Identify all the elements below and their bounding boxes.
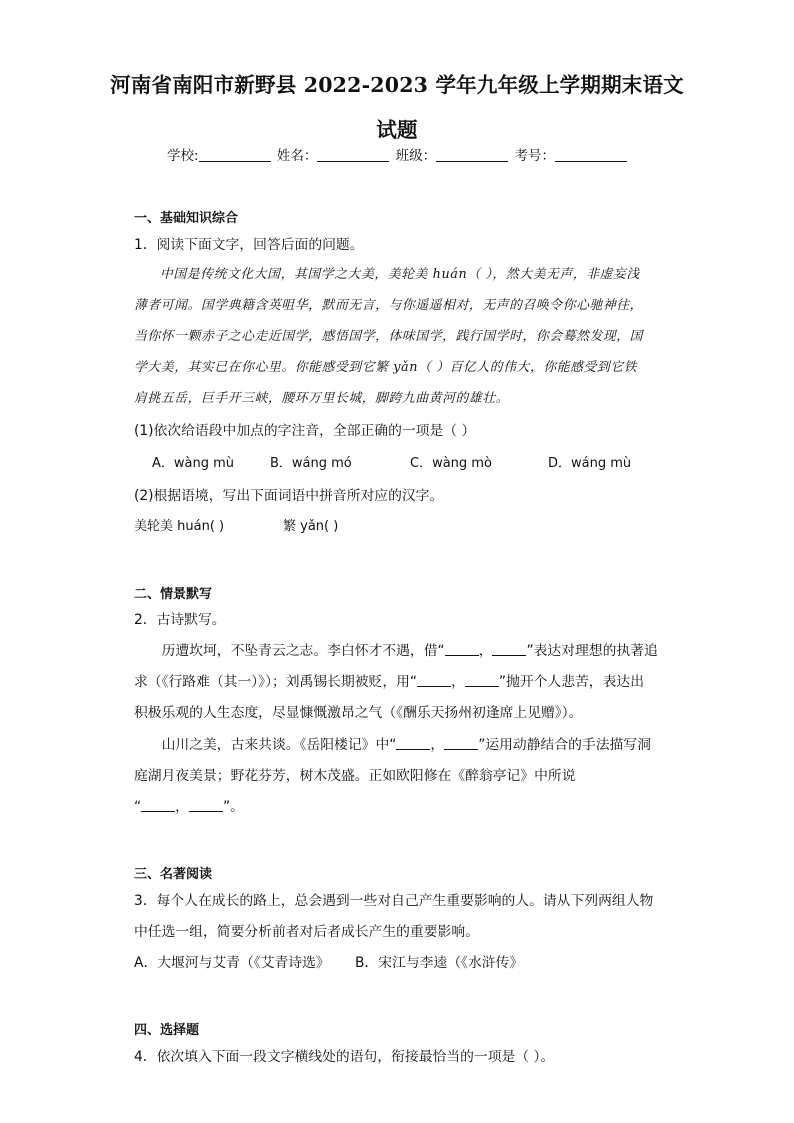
name-field[interactable] (317, 148, 389, 162)
q1-subquestion-2: (2)根据语境，写出下面词语中拼音所对应的汉字。 (134, 488, 444, 504)
q1-fill-huan[interactable]: 美轮美 huán( ) (134, 519, 225, 534)
q1-passage-line: 学大美，其实已在你心里。你能感受到它繁 yǎn（ ）百亿人的伟大，你能感受到它铁 (134, 360, 638, 375)
q3-text-line: 3．每个人在成长的路上，总会遇到一些对自己产生重要影响的人。请从下列两组人物 (134, 893, 654, 909)
answer-blank[interactable] (445, 643, 479, 656)
q1-passage-line: 肩挑五岳，巨手开三峡，腰环万里长城，脚跨九曲黄河的雄壮。 (134, 391, 510, 406)
section-heading-4: 四、选择题 (134, 1023, 200, 1038)
question-2-stem: 2．古诗默写。 (134, 612, 226, 628)
title-line-1: 河南省南阳市新野县 2022-2023 学年九年级上学期期末语文 (110, 73, 684, 97)
q3-option-b[interactable]: B．宋江与李逵（《水浒传》 (355, 955, 524, 971)
answer-blank[interactable] (396, 737, 430, 750)
q3-text-line: 中任选一组，简要分析前者对后者成长产生的重要影响。 (134, 924, 479, 940)
question-4-stem: 4．依次填入下面一段文字横线处的语句，衔接最恰当的一项是（ ）。 (134, 1049, 555, 1065)
q1-fill-yan[interactable]: 繁 yǎn( ) (283, 519, 339, 534)
answer-blank[interactable] (417, 674, 451, 687)
class-label: 班级： (395, 148, 437, 164)
section-heading-2: 二、情景默写 (134, 587, 213, 602)
answer-blank[interactable] (141, 799, 175, 812)
q1-option-a[interactable]: A．wàng mù (152, 456, 235, 471)
q1-passage-line: 中国是传统文化大国，其国学之大美，美轮美 huán（ ），然大美无声，非虚妄浅 (160, 267, 640, 282)
answer-blank[interactable] (465, 674, 499, 687)
answer-blank[interactable] (444, 737, 478, 750)
section-heading-1: 一、基础知识综合 (134, 211, 239, 226)
q2-text-line: 山川之美，古来共谈。《岳阳楼记》中“ ， ”运用动静结合的手法描写洞 (134, 737, 651, 753)
q1-passage-line: 当你怀一颗赤子之心走近国学，感悟国学，体味国学，践行国学时，你会蓦然发现，国 (134, 329, 644, 344)
q1-option-d[interactable]: D．wáng mù (548, 456, 632, 471)
title-line-2: 试题 (376, 118, 418, 142)
school-field[interactable] (199, 148, 271, 162)
q1-subquestion-1: (1)依次给语段中加点的字注音，全部正确的一项是（ ） (134, 423, 476, 439)
exam-no-label: 考号： (514, 148, 555, 164)
student-info-row (0, 144, 794, 164)
section-heading-3: 三、名著阅读 (134, 867, 213, 882)
q2-text-line: 积极乐观的人生态度，尽显慷慨激昂之气（《酬乐天扬州初逢席上见赠》）。 (134, 705, 583, 721)
class-field[interactable] (436, 148, 508, 162)
q1-option-b[interactable]: B．wáng mó (270, 456, 352, 471)
q2-text-line: 庭湖月夜美景；野花芬芳，树木茂盛。正如欧阳修在《醉翁亭记》中所说 (134, 768, 576, 784)
q3-option-a[interactable]: A．大堰河与艾青（《艾青诗选》 (134, 955, 330, 971)
q2-text-line: 历遭坎坷，不坠青云之志。李白怀才不遇，借“ ， ”表达对理想的执著追 (134, 643, 658, 659)
q1-passage-line: 薄者可闻。国学典籍含英咀华，默而无言，与你遥遥相对，无声的召唤令你心驰神往， (134, 298, 644, 313)
name-label: 姓名： (276, 148, 318, 164)
question-1-stem: 1．阅读下面文字，回答后面的问题。 (134, 237, 364, 253)
exam-no-field[interactable] (555, 148, 627, 162)
answer-blank[interactable] (189, 799, 223, 812)
q2-text-line: “ ， ”。 (134, 799, 244, 815)
q2-text-line: 求（《行路难（其一）》）；刘禹锡长期被贬，用“ ， ”抛开个人悲苦，表达出 (134, 674, 644, 690)
q1-option-c[interactable]: C．wàng mò (410, 456, 492, 471)
answer-blank[interactable] (492, 643, 526, 656)
school-label: 学校: (167, 148, 199, 164)
